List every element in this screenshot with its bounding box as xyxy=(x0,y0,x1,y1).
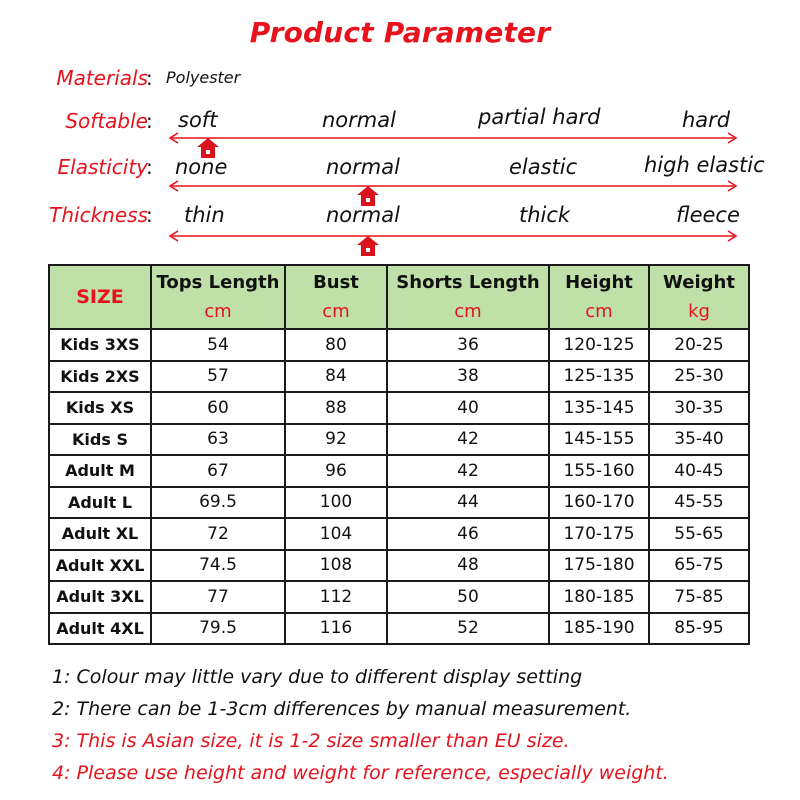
weight-cell: 85-95 xyxy=(649,613,749,645)
elasticity-level-high-elastic: high elastic xyxy=(644,153,765,177)
materials-label: Materials xyxy=(56,66,148,90)
size-cell: Kids XS xyxy=(49,392,151,424)
table-row xyxy=(49,361,749,393)
tops-length-cell: 67 xyxy=(151,455,285,487)
softable-label: Softable xyxy=(65,109,148,133)
elasticity-label: Elasticity xyxy=(57,155,148,179)
note-2: 2: There can be 1-3cm differences by manual measurement. xyxy=(52,698,632,720)
size-cell: Adult 4XL xyxy=(49,613,151,645)
table-row xyxy=(49,518,749,550)
elasticity-colon: : xyxy=(146,155,153,179)
shorts-length-cell: 40 xyxy=(387,392,549,424)
tops-length-cell: 69.5 xyxy=(151,487,285,519)
bust-cell: 84 xyxy=(285,361,387,393)
tops-length-cell: 57 xyxy=(151,361,285,393)
height-cell: 175-180 xyxy=(549,550,649,582)
weight-cell: 55-65 xyxy=(649,518,749,550)
tops-length-cell: 77 xyxy=(151,581,285,613)
bust-cell: 112 xyxy=(285,581,387,613)
height-cell: 185-190 xyxy=(549,613,649,645)
table-row xyxy=(49,329,749,361)
thickness-label: Thickness xyxy=(49,203,148,227)
softable-level-soft: soft xyxy=(178,108,218,132)
size-cell: Adult XL xyxy=(49,518,151,550)
size-cell: Adult L xyxy=(49,487,151,519)
elasticity-scale xyxy=(166,178,740,194)
bust-cell: 100 xyxy=(285,487,387,519)
header-size: SIZE xyxy=(49,265,151,329)
house-arrow-icon xyxy=(357,236,379,256)
tops-length-cell: 54 xyxy=(151,329,285,361)
tops-length-cell: 63 xyxy=(151,424,285,456)
bust-cell: 108 xyxy=(285,550,387,582)
page-title: Product Parameter xyxy=(249,16,551,49)
weight-cell: 75-85 xyxy=(649,581,749,613)
shorts-length-cell: 48 xyxy=(387,550,549,582)
height-cell: 125-135 xyxy=(549,361,649,393)
thickness-scale xyxy=(166,228,740,244)
softable-level-partial-hard: partial hard xyxy=(478,105,601,129)
table-row xyxy=(49,487,749,519)
header-shorts-length: Shorts Length cm xyxy=(387,265,549,329)
materials-colon: : xyxy=(146,66,153,90)
tops-length-cell: 74.5 xyxy=(151,550,285,582)
size-cell: Adult M xyxy=(49,455,151,487)
height-cell: 145-155 xyxy=(549,424,649,456)
bust-cell: 104 xyxy=(285,518,387,550)
height-cell: 120-125 xyxy=(549,329,649,361)
table-row xyxy=(49,455,749,487)
shorts-length-cell: 44 xyxy=(387,487,549,519)
tops-length-cell: 60 xyxy=(151,392,285,424)
softable-level-hard: hard xyxy=(682,108,731,132)
tops-length-cell: 79.5 xyxy=(151,613,285,645)
bust-cell: 92 xyxy=(285,424,387,456)
height-cell: 180-185 xyxy=(549,581,649,613)
height-cell: 170-175 xyxy=(549,518,649,550)
thickness-colon: : xyxy=(146,203,153,227)
shorts-length-cell: 52 xyxy=(387,613,549,645)
shorts-length-cell: 50 xyxy=(387,581,549,613)
note-4: 4: Please use height and weight for reference, especially weight. xyxy=(52,762,669,784)
table-row xyxy=(49,613,749,645)
thickness-level-fleece: fleece xyxy=(676,203,740,227)
shorts-length-cell: 46 xyxy=(387,518,549,550)
weight-cell: 35-40 xyxy=(649,424,749,456)
header-tops-length: Tops Length cm xyxy=(151,265,285,329)
size-cell: Kids 2XS xyxy=(49,361,151,393)
header-height: Height cm xyxy=(549,265,649,329)
weight-cell: 20-25 xyxy=(649,329,749,361)
elasticity-level-none: none xyxy=(175,155,228,179)
table-row xyxy=(49,581,749,613)
header-weight: Weight kg xyxy=(649,265,749,329)
weight-cell: 40-45 xyxy=(649,455,749,487)
size-cell: Kids 3XS xyxy=(49,329,151,361)
softable-level-normal: normal xyxy=(322,108,396,132)
tops-length-cell: 72 xyxy=(151,518,285,550)
elasticity-level-elastic: elastic xyxy=(509,155,578,179)
table-row xyxy=(49,550,749,582)
shorts-length-cell: 36 xyxy=(387,329,549,361)
bust-cell: 88 xyxy=(285,392,387,424)
elasticity-level-normal: normal xyxy=(326,155,400,179)
bust-cell: 96 xyxy=(285,455,387,487)
size-cell: Kids S xyxy=(49,424,151,456)
weight-cell: 65-75 xyxy=(649,550,749,582)
note-1: 1: Colour may little vary due to different display setting xyxy=(52,666,583,688)
shorts-length-cell: 42 xyxy=(387,424,549,456)
bust-cell: 80 xyxy=(285,329,387,361)
thickness-level-normal: normal xyxy=(326,203,400,227)
materials-value: Polyester xyxy=(166,68,241,87)
size-chart-table xyxy=(48,264,750,645)
size-cell: Adult 3XL xyxy=(49,581,151,613)
softable-scale xyxy=(166,130,740,146)
header-bust: Bust cm xyxy=(285,265,387,329)
bust-cell: 116 xyxy=(285,613,387,645)
height-cell: 160-170 xyxy=(549,487,649,519)
table-row xyxy=(49,424,749,456)
weight-cell: 30-35 xyxy=(649,392,749,424)
weight-cell: 25-30 xyxy=(649,361,749,393)
weight-cell: 45-55 xyxy=(649,487,749,519)
thickness-level-thick: thick xyxy=(519,203,571,227)
table-row xyxy=(49,392,749,424)
height-cell: 135-145 xyxy=(549,392,649,424)
size-cell: Adult XXL xyxy=(49,550,151,582)
table-header-row xyxy=(49,265,749,329)
softable-colon: : xyxy=(146,109,153,133)
shorts-length-cell: 38 xyxy=(387,361,549,393)
note-3: 3: This is Asian size, it is 1-2 size smaller than EU size. xyxy=(52,730,570,752)
height-cell: 155-160 xyxy=(549,455,649,487)
shorts-length-cell: 42 xyxy=(387,455,549,487)
thickness-level-thin: thin xyxy=(184,203,225,227)
